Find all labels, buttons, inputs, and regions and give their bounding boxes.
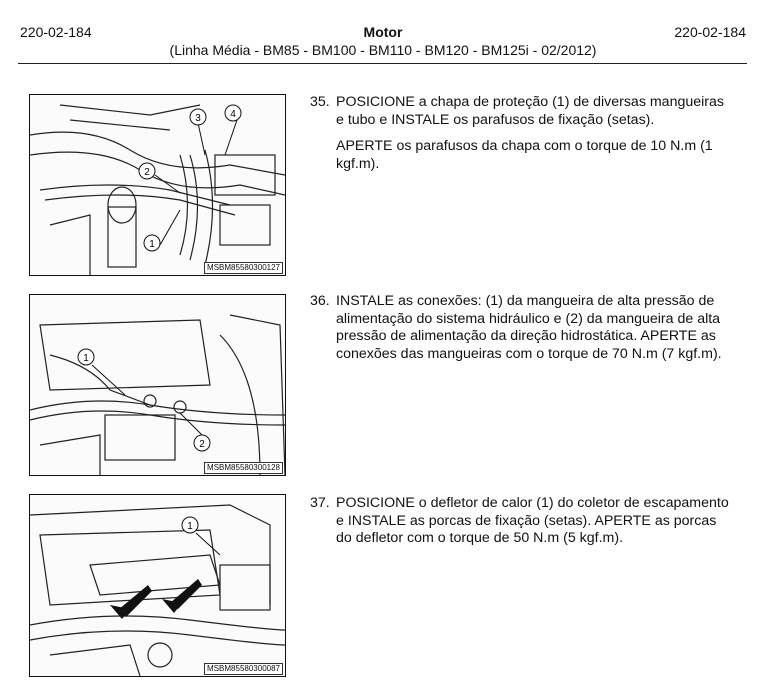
step-instruction: APERTE os parafusos da chapa com o torque de 10 N.m (1 kgf.m).: [336, 138, 713, 172]
figure-step-36: [29, 294, 286, 476]
step-35: [310, 94, 730, 173]
callout-label: 1: [83, 353, 89, 364]
page-title: Motor: [363, 24, 403, 40]
header-divider: [18, 63, 747, 64]
callout-label: 1: [187, 521, 193, 532]
figure-step-37: [29, 494, 286, 677]
step-number: 35.: [310, 94, 330, 110]
figure-code: MSBM85580300128: [204, 462, 283, 474]
callout-label: 2: [144, 167, 150, 178]
step-number: 37.: [310, 495, 330, 511]
callout-label: 4: [230, 109, 236, 120]
page-code-left: 220-02-184: [20, 24, 92, 40]
figure-step-35: [29, 94, 286, 276]
engine-illustration-35: [30, 95, 285, 275]
callout-label: 3: [195, 113, 201, 124]
step-36: [310, 293, 730, 363]
step-instruction: INSTALE as conexões: (1) da mangueira de alta pressão de alimentação do sistema hidráulico e (2) da mangueira de alta pressão de alimentação da direção hidrostática. APERTE as conexões das mangueiras com o torque de 70 N.m (7 kgf.m).: [336, 293, 722, 362]
step-37: [310, 495, 730, 548]
page-subtitle: (Linha Média - BM85 - BM100 - BM110 - BM120 - BM125i - 02/2012): [169, 42, 597, 58]
engine-illustration-36: [30, 295, 285, 475]
figure-code: MSBM85580300127: [204, 262, 283, 274]
callout-label: 1: [149, 239, 155, 250]
engine-illustration-37: [30, 495, 285, 676]
figure-code: MSBM85580300087: [204, 663, 283, 675]
step-instruction: POSICIONE o defletor de calor (1) do coletor de escapamento e INSTALE as porcas de fixação (setas). APERTE as porcas do defletor com o torque de 50 N.m (5 kgf.m).: [336, 495, 729, 546]
step-number: 36.: [310, 293, 330, 309]
page-code-right: 220-02-184: [674, 24, 746, 40]
step-instruction: POSICIONE a chapa de proteção (1) de diversas mangueiras e tubo e INSTALE os parafusos de fixação (setas).: [336, 94, 724, 128]
callout-label: 2: [199, 439, 205, 450]
